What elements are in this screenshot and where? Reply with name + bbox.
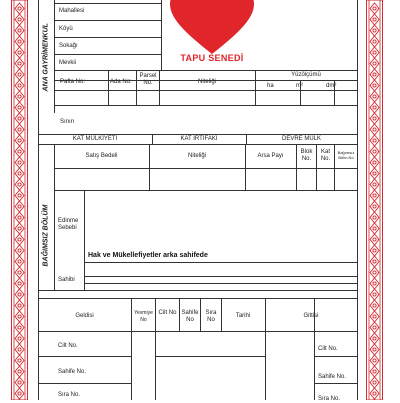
right-cilt-label: Cilt No. — [318, 346, 338, 352]
koyu-label: Köyü — [59, 26, 73, 32]
kat-label: Kat No. — [320, 149, 331, 162]
tarihi-label: Tarihi — [235, 313, 251, 319]
gittisi-label: Gittisi — [303, 313, 319, 319]
unit-niteligi-label: Niteliği — [187, 153, 206, 159]
geldisi-label: Geldisi — [75, 313, 94, 319]
kat-irtifaki-label: KAT İRTİFAKI — [180, 136, 218, 142]
cilt-header-label: Cilt No — [158, 310, 177, 316]
sahife-header-label: Sahife No — [181, 310, 199, 323]
niteligi-label: Niteliği — [197, 79, 216, 85]
siniri-label: Sınırı — [60, 119, 75, 125]
square-decimeter-label: dm² — [326, 83, 337, 89]
right-ornamental-border — [366, 0, 383, 400]
left-sahife-label: Sahife No. — [58, 369, 87, 375]
left-sira-label: Sıra No. — [58, 392, 81, 398]
kat-mulkiyeti-label: KAT MÜLKİYETİ — [72, 136, 118, 142]
satis-bedeli-label: Satış Bedeli — [85, 153, 118, 159]
left-ornamental-border — [11, 0, 28, 400]
parsel-label: Parsel No. — [139, 73, 157, 86]
mevkii-label: Mevkii — [59, 60, 77, 66]
pafta-label: Pafta No: — [60, 79, 86, 85]
square-meter-label: m² — [296, 83, 303, 89]
yuzolcumu-label: Yüzölçümü — [291, 72, 321, 78]
right-sira-label: Sıra No. — [318, 396, 341, 402]
obligations-note: Hak ve Mükellefiyetler arka sahifede — [88, 252, 208, 259]
section-property-label: ANA GAYRİMENKUL — [42, 23, 50, 92]
bagimsiz-bolum-label: Bağımsız Bölm.No — [337, 150, 355, 160]
ada-label: Ada No: — [110, 79, 132, 85]
heart-icon — [164, 0, 260, 56]
yevmiye-label: Yevmiye No — [134, 310, 153, 323]
arsa-payi-label: Arsa Payı — [257, 153, 284, 159]
hectare-label: ha — [267, 83, 274, 89]
section-unit-label: BAĞIMSIZ BÖLÜM — [42, 204, 50, 267]
devre-mulk-label: DEVRE MÜLK — [281, 136, 321, 142]
sahibi-label: Sahibi — [58, 277, 75, 283]
mahallesi-label: Mahallesi — [59, 8, 85, 14]
sira-header-label: Sıra No — [205, 310, 217, 323]
form-grid — [38, 0, 358, 400]
sokagi-label: Sokağı — [59, 43, 78, 49]
right-sahife-label: Sahife No. — [318, 374, 347, 380]
document-title: TAPU SENEDİ — [180, 53, 244, 63]
edinme-sebebi-label: Edinme Sebebi — [58, 218, 79, 231]
blok-label: Blok No. — [300, 149, 313, 162]
left-cilt-label: Cilt No. — [58, 343, 78, 349]
